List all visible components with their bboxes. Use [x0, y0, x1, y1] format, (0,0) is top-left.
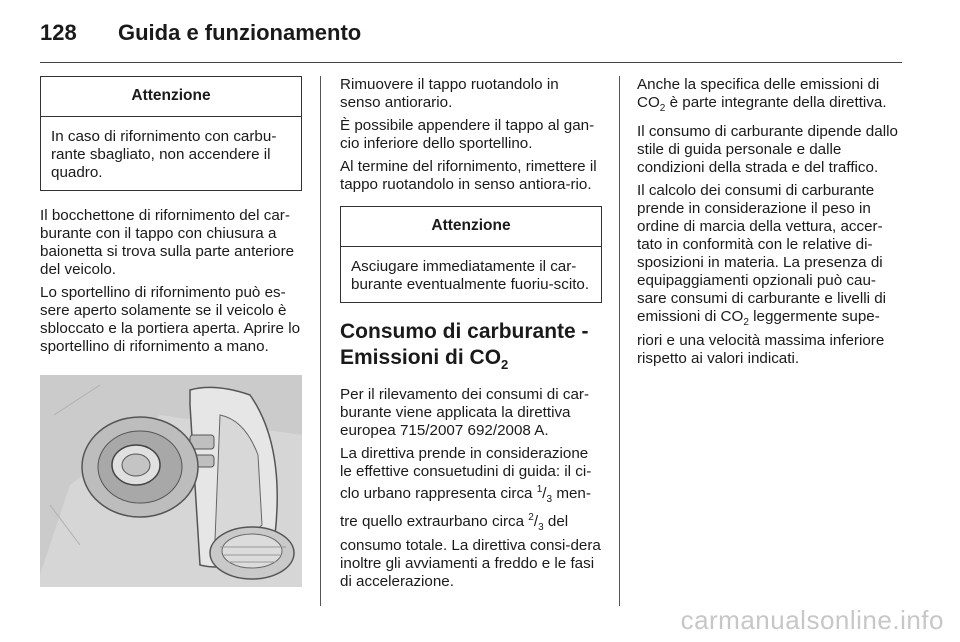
- column-3: [637, 76, 903, 373]
- paragraph-calculation: Il calcolo dei consumi di carburante prende in considerazione il peso in ordine di marcia della vettura, accer-tato in conformità con le relative di-sposizioni in materia. La presenza di equipaggiamenti opzionali può cau-sare consumi di carburante e livelli di emissioni di $CO_2$ leggermente supe-riori e una velocità massima inferiore rispetto ai valori indicati.: [637, 182, 887, 368]
- paragraph-urban-cycle: La direttiva prende in considerazione le effettive consuetudini di guida: il ci-clo urbano rappresenta circa $^1/_3$ men-tre quello extraurbano circa $^2/_3$ del consumo totale. La direttiva consi-dera inoltre gli avviamenti a freddo e le fasi di accelerazione.: [340, 445, 601, 591]
- column-2: [340, 76, 602, 596]
- fraction-two-thirds: $^2/_3$: [528, 512, 544, 534]
- page-header: [40, 14, 902, 63]
- warning-text: In caso di rifornimento con carbu-rante sbagliato, non accendere il quadro.: [51, 128, 277, 181]
- fuel-filler-illustration: [40, 375, 302, 587]
- paragraph-refit-cap: Al termine del rifornimento, rimettere il tappo ruotandolo in senso antiora-rio.: [340, 158, 597, 193]
- paragraph-remove-cap: Rimuovere il tappo ruotandolo in senso antiorario.: [340, 76, 559, 111]
- watermark: carmanualsonline.info: [680, 605, 944, 635]
- page-number: 128: [40, 20, 77, 45]
- section-heading-consumption: Consumo di carburante - Emissioni di $CO_2$: [340, 320, 589, 373]
- warning-text: Asciugare immediatamente il car-burante eventualmente fuoriu-scito.: [351, 258, 590, 293]
- warning-box-spill: [340, 206, 602, 303]
- paragraph-co2-spec: Anche la specifica delle emissioni di $CO_2$ è parte integrante della direttiva.: [637, 76, 887, 115]
- paragraph-filler-door: Lo sportellino di rifornimento può es-sere aperto solamente se il veicolo è sbloccato e la portiera aperta. Aprire lo sportellino di rifornimento a mano.: [40, 284, 301, 355]
- paragraph-hang-cap: È possibile appendere il tappo al gan-cio inferiore dello sportellino.: [340, 117, 595, 152]
- column-divider-1: [320, 76, 321, 606]
- paragraph-directive: Per il rilevamento dei consumi di car-burante viene applicata la direttiva europea 715/2007 692/2008 A.: [340, 386, 589, 440]
- column-1: [40, 76, 302, 592]
- warning-box-misfuel: [40, 76, 302, 191]
- warning-title: Attenzione: [341, 207, 601, 247]
- section-title: Guida e funzionamento: [118, 20, 362, 45]
- warning-title: Attenzione: [41, 77, 301, 117]
- paragraph-driving-style: Il consumo di carburante dipende dallo stile di guida personale e dalle condizioni della strada e del traffico.: [637, 123, 898, 177]
- column-divider-2: [619, 76, 620, 606]
- fraction-one-third: $^1/_3$: [536, 484, 553, 506]
- paragraph-filler-location: Il bocchettone di rifornimento del car-burante con il tappo con chiusura a baionetta si trova sulla parte anteriore del veicolo.: [40, 207, 295, 278]
